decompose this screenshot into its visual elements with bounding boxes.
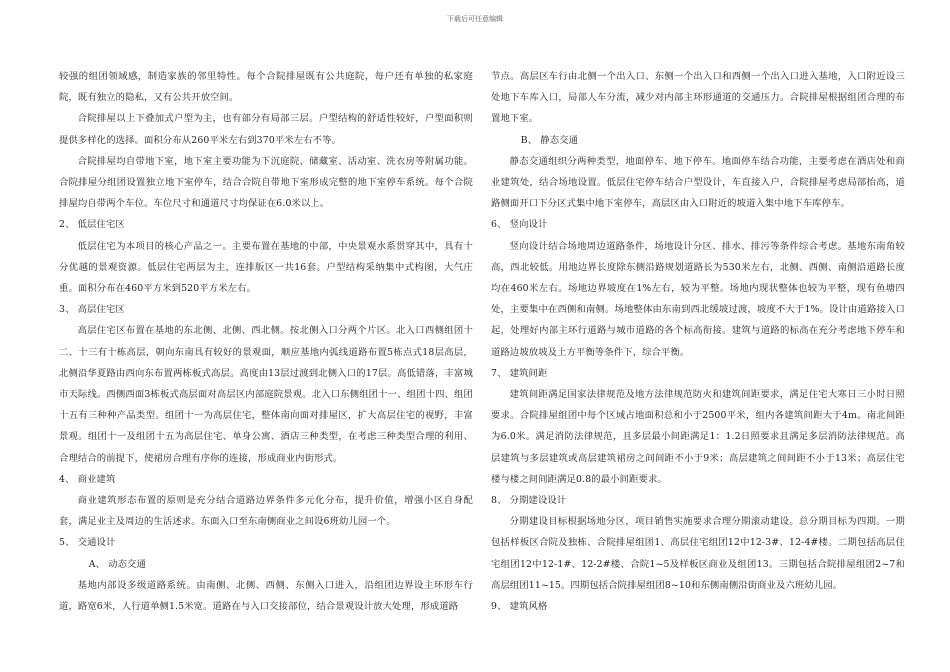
paragraph: 建筑间距满足国家法律规范及地方法律规范防火和建筑间距要求，满足住宅大寒日三小时日照要求。合院排屋组团中每个区域占地面积总和小于2500平米，组内各建筑间距大于4m。南北间距为6.0米。满足消防法律规范，且多层最小间距满足1：1.2日照要求且满足多层消防法律规范。高层建筑与多层建筑或高层建筑裙房之间间距不小于9米；高层建筑之间间距不小于13米；高层住宅楼与楼之间间距满足0.8的最小间距要求。 [491,389,905,485]
paragraph: 合院排屋以上下叠加式户型为主，也有部分有局部三层。户型结构的舒适性较好，户型面积则提供多样化的选择。面积分布从260平米左右到370平米左右不等。 [59,113,473,146]
paragraph: 高层住宅区布置在基地的东北侧、北侧、西北侧。按北侧入口分两个片区。北入口西侧组团十二、十三有十栋高层，朝向东南具有较好的景观面，顺应基地内弧线道路布置5栋点式18层高层，北侧沿华夏路由西向东布置两栋板式高层。高度由13层过渡到北侧入口的17层。高低错落，丰富城市天际线。西侧西面3栋板式高层面对高层区内部庭院景观。北入口东侧组团十一、组团十四、组团十五有三种种产品类型。组团十一为高层住宅，整体南向面对排屋区，扩大高层住宅的视野，丰富景观。组团十一及组团十五为高层住宅、单身公寓、酒店三种类型，在考虑三种类型合理的利用、合理结合的前提下，使裙房合理有序你的连接，形成商业内街形式。 [59,325,473,464]
section-heading: B、 静态交通 [520,134,579,146]
paragraph: 基地内部设多级道路系统。由南侧、北侧、西侧、东侧入口进入，沿组团边界设主环形车行道，路宽6米，人行道单侧1.5米宽。道路在与入口交接部位，结合景观设计放大处理，形成道路 [59,579,473,613]
left-column [59,66,473,617]
paragraph: 竖向设计结合场地周边道路条件，场地设计分区、排水、排污等条件综合考虑。基地东南角较高，西北较低。用地边界长度除东侧沿路规划道路长为530米左右，北侧、西侧、南侧沿道路长度均在460米左右。场地边界坡度在1%左右，较为平整。场地内现状整体也较为平整，现有鱼塘四处，主要集中在西侧和南侧。场地整体由东南到西北缓坡过渡，坡度不大于1%。设计由道路接入口起，处理好内部主环行道路与城市道路的各个标高衔接。建筑与道路的标高在充分考虑地下停车和道路边坡放坡及土方平衡等条件下，综合平衡。 [491,240,905,358]
section-heading: 4、 商业建筑 [59,473,116,485]
section-heading: 6、 竖向设计 [491,219,548,231]
paragraph: 节点。高层区车行由北侧一个出入口、东侧一个出入口和西侧一个出入口进入基地，入口附近设三处地下车库入口，局部人车分流，减少对内部主环形通道的交通压力。合院排屋根据组团合理的布置地下室。 [491,71,905,125]
paragraph: 商业建筑形态布置的原则是充分结合道路边界条件多元化分布，提升价值，增强小区自身配套，满足业主及周边的生活述求。东面入口至东南侧商业之间设6班幼儿园一个。 [59,495,473,528]
paragraph: 静态交通组织分两种类型，地面停车、地下停车。地面停车结合功能，主要考虑在酒店处和商业建筑处，结合场地设置。低层住宅停车结合户型设计，车直接入户，合院排屋考虑局部抬高，道路侧面开口下分区式集中地下室停车，高层区由入口附近的坡道入集中地下车库停车。 [491,155,905,210]
right-column [491,66,905,617]
section-heading: 2、 低层住宅区 [59,219,125,231]
section-heading: 3、 高层住宅区 [59,304,125,316]
section-heading: 8、 分期建设设计 [491,495,567,507]
section-heading: 7、 建筑间距 [491,367,548,379]
paragraph: 合院排屋均自带地下室，地下室主要功能为下沉庭院、储藏室、活动室、洗衣房等附属功能。合院排屋分组团设置独立地下室停车，结合合院自带地下室形成完整的地下室停车系统。每个合院排屋均自带两个车位。车位尺寸和通道尺寸均保证在6.0米以上。 [59,155,473,210]
paragraph: 分期建设目标根据场地分区，项目销售实施要求合理分期滚动建设。总分期目标为四期。一期包括样板区合院及独栋、合院排屋组团1、高层住宅组团12中12-3#、12-4#楼。二期包括高层住宅组团12中12-1#、12-2#楼、合院1~5及样板区商业及组团13。三期包括合院排屋组团2~7和高层组团11~15。四期包括合院排屋组团8~10和东侧南侧沿街商业及六班幼儿园。 [491,516,905,591]
paragraph: 较强的组团领域感，制造家族的邻里特性。每个合院排屋既有公共庭院，每户还有单独的私家庭院，既有独立的隐私，又有公共开放空间。 [59,71,473,104]
section-heading: 9、 建筑风格 [491,601,548,613]
paragraph: 低层住宅为本项目的核心产品之一。主要布置在基地的中部，中央景观水系贯穿其中，具有十分优越的景观资源。低层住宅两层为主，连排版区一共16套。户型结构采纳集中式构图，大气庄重。面积分布在460平方米到520平方米左右。 [59,240,473,295]
page-header: 下载后可任意编辑 [447,15,503,23]
section-heading: 5、 交通设计 [59,537,116,549]
section-heading: A、 动态交通 [88,558,146,570]
